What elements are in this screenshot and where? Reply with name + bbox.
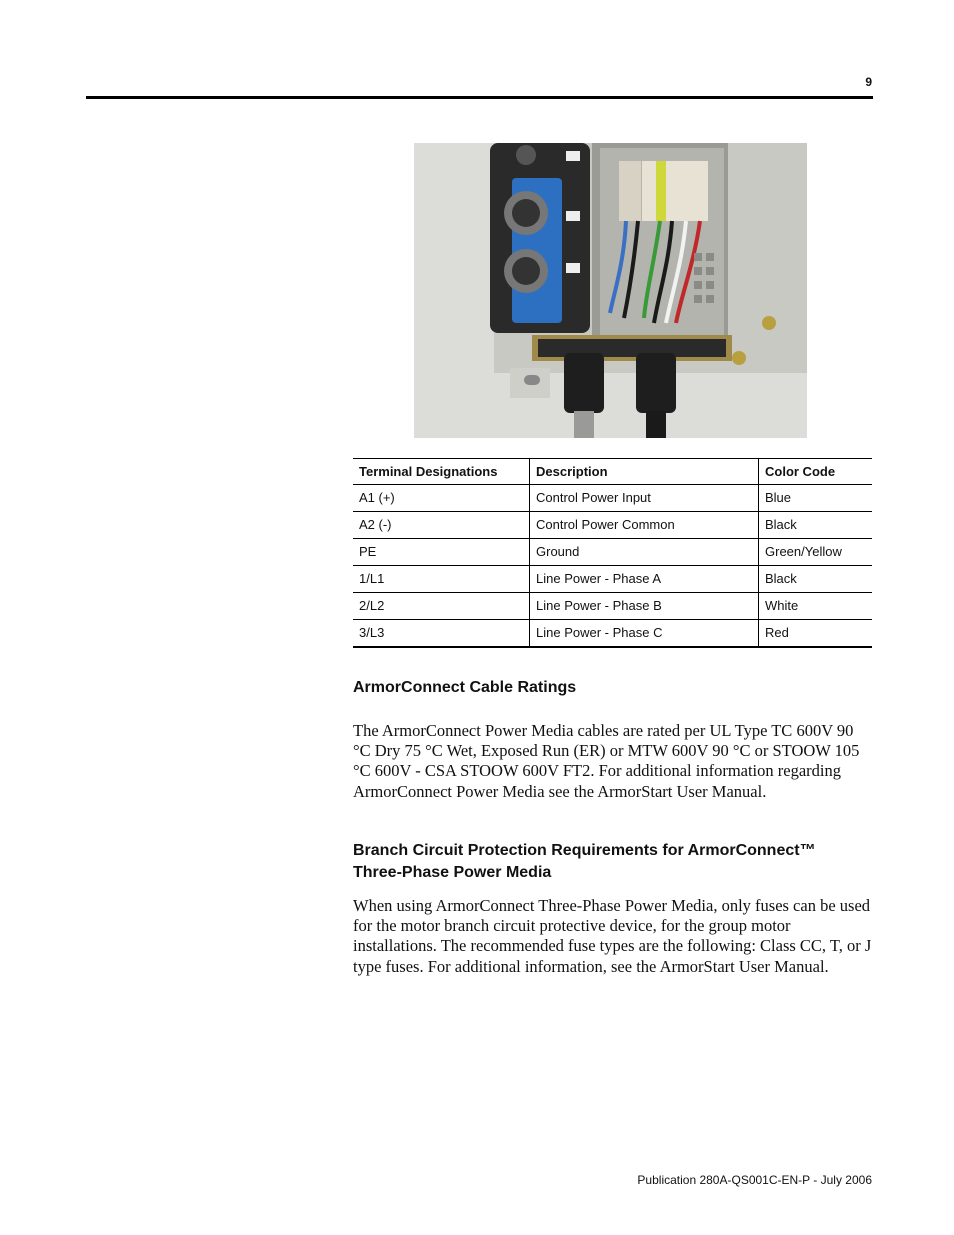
cell-terminal: 1/L1 — [353, 566, 530, 593]
table-row — [353, 512, 872, 539]
header-rule — [86, 96, 873, 99]
header-terminal-designations: Terminal Designations — [353, 459, 530, 485]
cell-terminal: PE — [353, 539, 530, 566]
cell-terminal: 2/L2 — [353, 593, 530, 620]
cell-color: Blue — [759, 485, 873, 512]
cell-description: Line Power - Phase A — [530, 566, 759, 593]
section-heading-branch-protection: Branch Circuit Protection Requirements for ArmorConnect™ Three-Phase Power Media — [353, 842, 816, 881]
cell-color: Red — [759, 620, 873, 648]
cell-description: Line Power - Phase C — [530, 620, 759, 648]
cell-description: Line Power - Phase B — [530, 593, 759, 620]
cell-color: Black — [759, 566, 873, 593]
cell-description: Control Power Input — [530, 485, 759, 512]
table-row — [353, 485, 872, 512]
section-body-cable-ratings: The ArmorConnect Power Media cables are rated per UL Type TC 600V 90 °C Dry 75 °C Wet, Exposed Run (ER) or MTW 600V 90 °C or STOOW 105 °C 600V - CSA STOOW 600V FT2. For additional information regarding ArmorConnect Power Media see the ArmorStart User Manual. — [353, 721, 860, 801]
cell-terminal: A2 (-) — [353, 512, 530, 539]
table-row — [353, 593, 872, 620]
cell-color: White — [759, 593, 873, 620]
table-row — [353, 620, 872, 648]
cell-description: Ground — [530, 539, 759, 566]
table-header-row — [353, 459, 872, 485]
header-color-code: Color Code — [759, 459, 873, 485]
table-row — [353, 566, 872, 593]
cell-terminal: A1 (+) — [353, 485, 530, 512]
page-number: 9 — [865, 75, 872, 89]
publication-footer: Publication 280A-QS001C-EN-P - July 2006 — [637, 1173, 872, 1187]
cell-terminal: 3/L3 — [353, 620, 530, 648]
header-description: Description — [530, 459, 759, 485]
terminal-table — [353, 458, 872, 648]
table-row — [353, 539, 872, 566]
cell-color: Green/Yellow — [759, 539, 873, 566]
wiring-photo — [414, 143, 807, 438]
cell-color: Black — [759, 512, 873, 539]
section-body-branch-protection: When using ArmorConnect Three-Phase Power Media, only fuses can be used for the motor branch circuit protective device, for the group motor installations. The recommended fuse types are the following: Class CC, T, or J type fuses. For additional information, see the ArmorStart User Manual. — [353, 896, 872, 976]
cell-description: Control Power Common — [530, 512, 759, 539]
section-heading-cable-ratings: ArmorConnect Cable Ratings — [353, 679, 577, 696]
